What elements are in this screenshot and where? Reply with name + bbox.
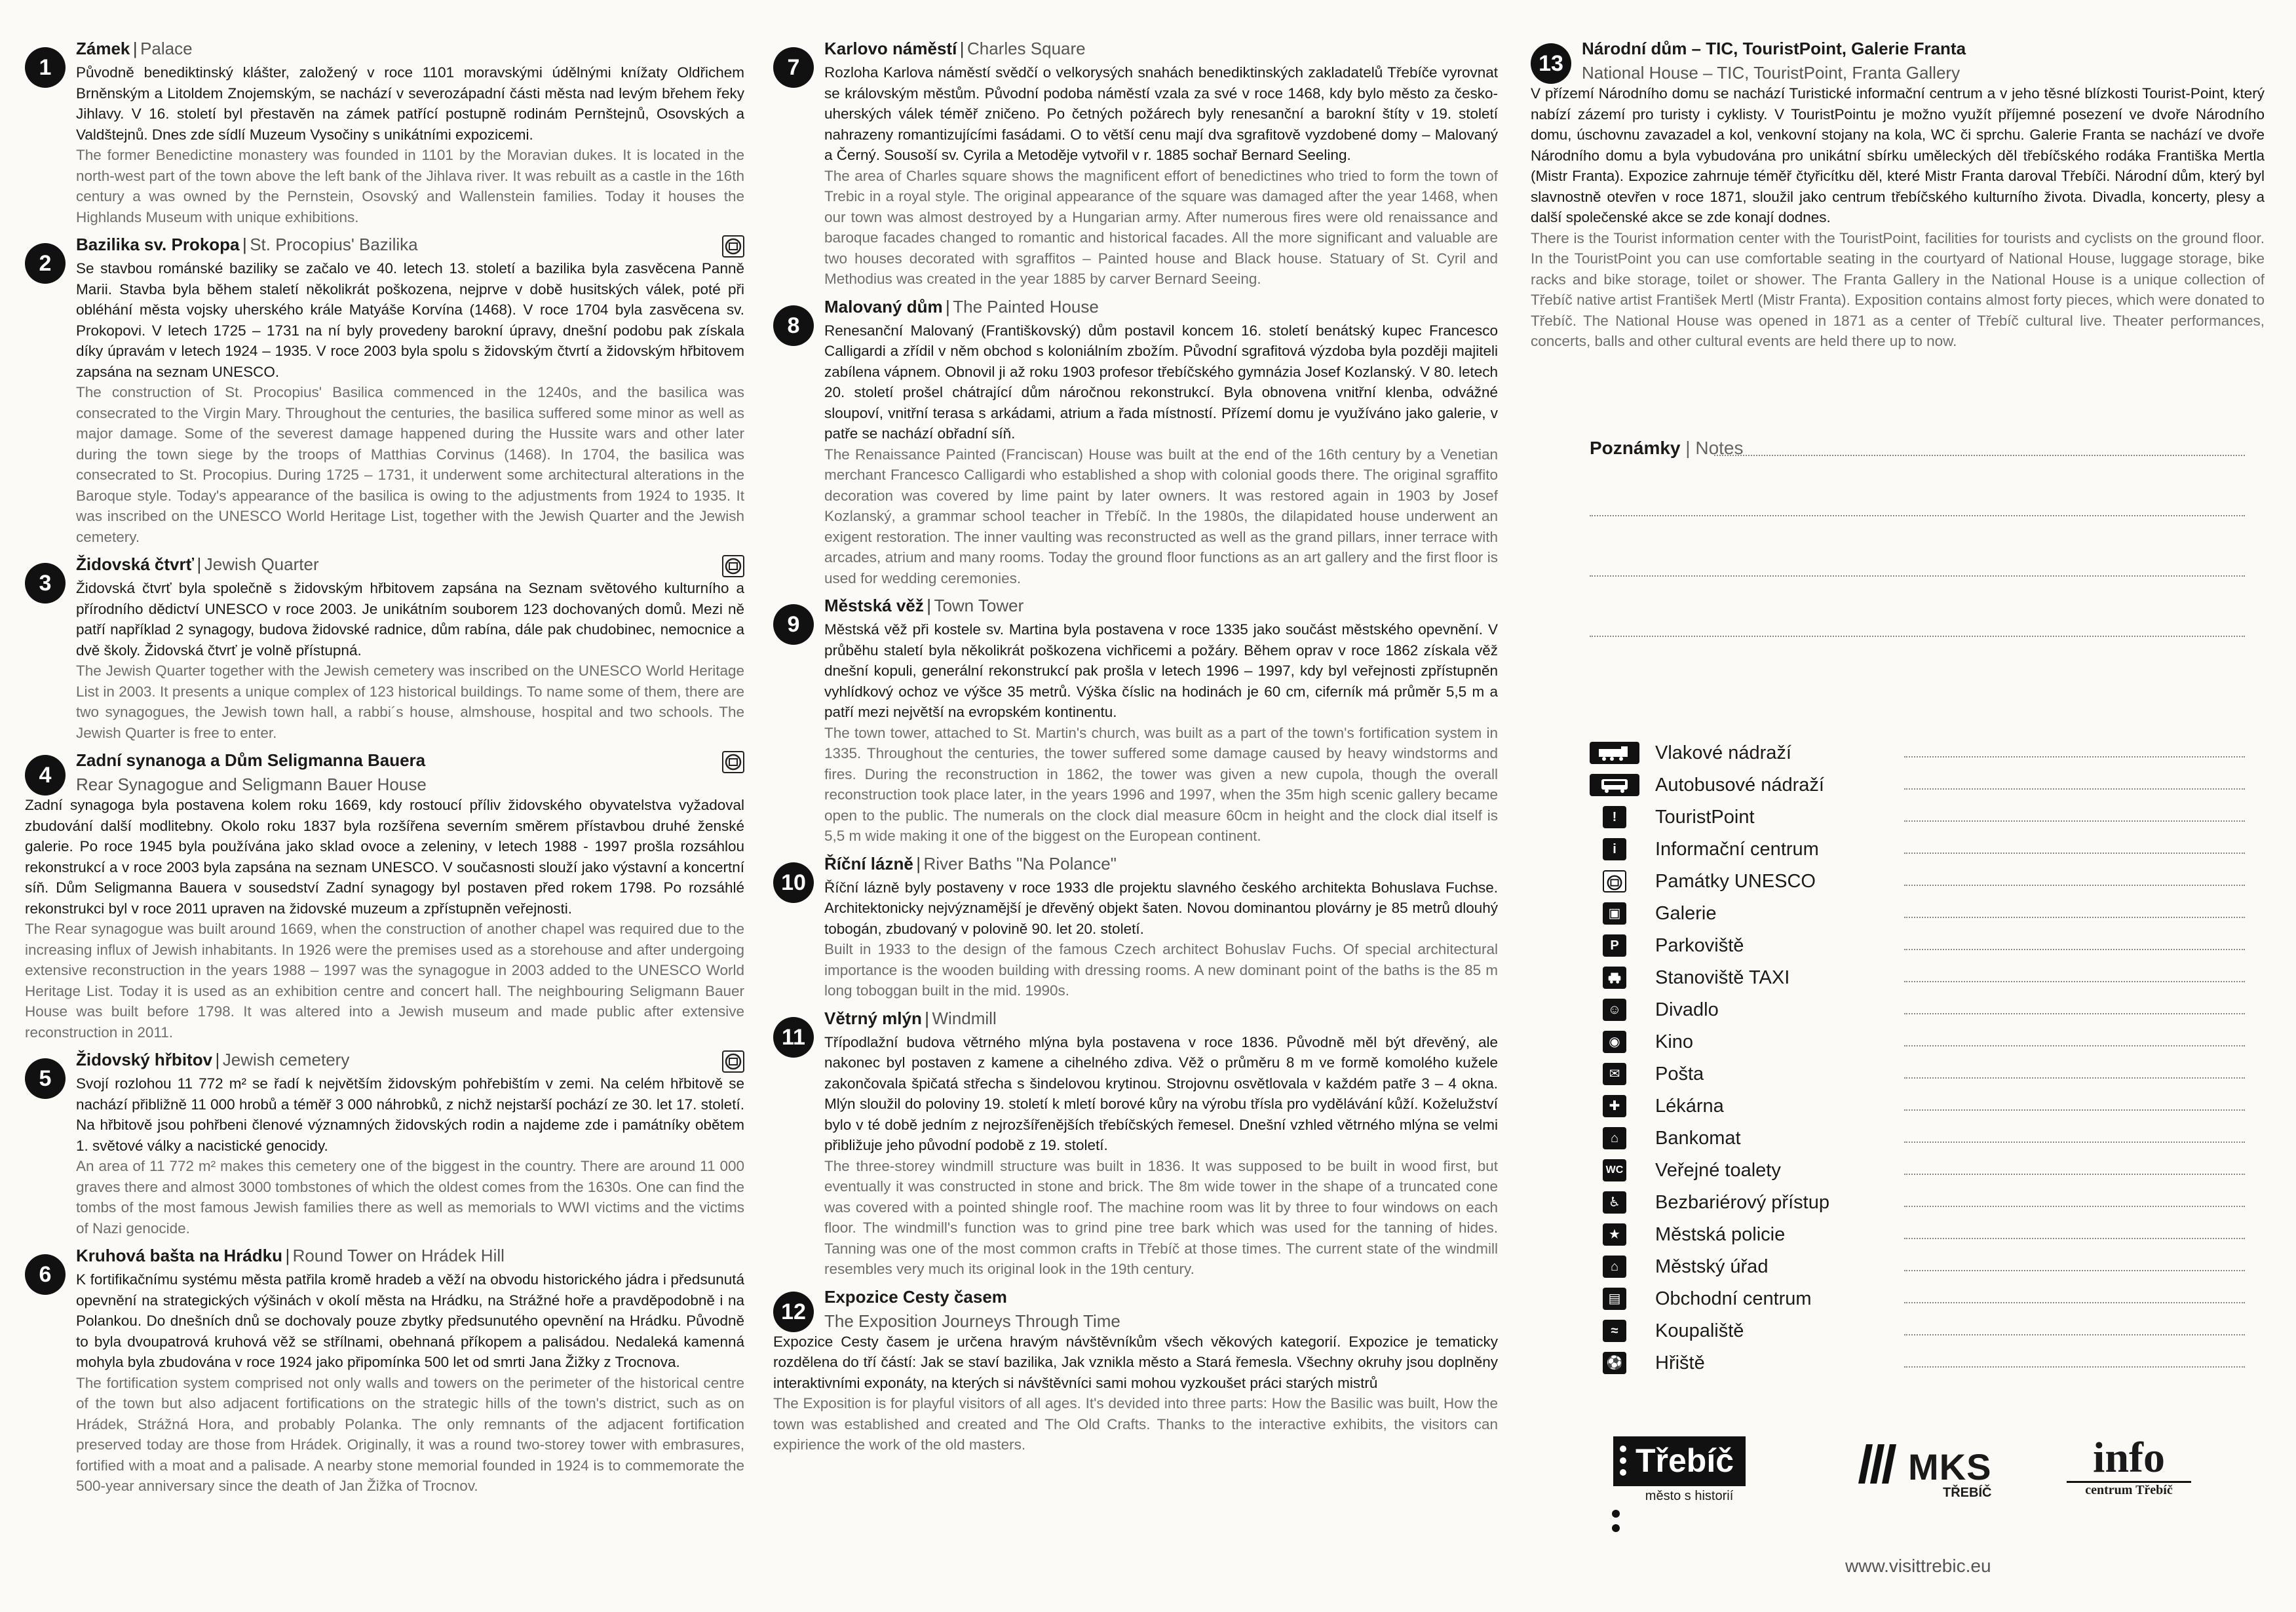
- entry-title: [25, 750, 744, 795]
- entry-11: [773, 1008, 1498, 1280]
- legend-item: [1590, 961, 2245, 993]
- legend-item: [1590, 737, 2245, 769]
- title-separator: |: [242, 235, 247, 254]
- legend-item: [1590, 1218, 2245, 1250]
- notes-line[interactable]: [1590, 456, 2245, 516]
- legend-dotted-line: [1904, 756, 2245, 758]
- info-logo-sub: centrum Třebíč: [2067, 1481, 2191, 1498]
- playground-icon: ⚽: [1603, 1352, 1626, 1374]
- column-right: [1531, 38, 2265, 358]
- entry-title: [76, 234, 744, 258]
- legend-dotted-line: [1904, 1142, 2245, 1143]
- map-legend: [1590, 737, 2245, 1379]
- gallery-icon: ▣: [1603, 902, 1626, 925]
- unesco-icon: [722, 1050, 744, 1073]
- legend-item: [1590, 1058, 2245, 1090]
- entry-title: [824, 595, 1498, 619]
- trebic-logo-box: [1613, 1436, 1746, 1486]
- text-en: The former Benedictine monastery was founded in 1101 by the Moravian dukes. It is located in the north-west part of the town above the left bank of the Jihlava river. It was rebuilt as a castle in the 16th century a was owned by the Pernstein, Osovský and Wallenstein families. Today it houses the Highlands Museum with unique exhibitions.: [76, 147, 744, 225]
- legend-label: Pošta: [1655, 1064, 1704, 1084]
- legend-item: [1590, 1154, 2245, 1186]
- legend-label: Městská policie: [1655, 1224, 1786, 1245]
- text-cz: Svojí rozlohou 11 772 m² se řadí k největším židovským pohřebištím v zemi. Na celém hřbitově se nachází přibližně 11 000 hrobů a téměř 3 000 náhrobků, z nichž nejstarší pochází ze 30. let 17. století. Na hřbitově jsou pohřbeni členové významných židovských rodin a najdeme zde i památníky obětem 1. světové války a nacistické genocidy.: [76, 1075, 744, 1154]
- entry-number: 9: [773, 604, 814, 645]
- text-cz: Zadní synagoga byla postavena kolem roku 1669, kdy rostoucí příliv židovského obyvatelstva vyžadoval zbudování další modlitebny. Okolo roku 1837 byla rozšířena severním směrem přístavbou druhé ženské galerie. Po roce 1945 byla používána jako sklad ovoce a zeleniny, v letech 1988 - 1997 prošla rozsáhlou rekonstrukcí a v roce 2003 byla zapsána na seznam UNESCO. V současnosti slouží jako výstavní a koncertní síň. Dům Seligmanna Bauera v sousedství Zadní synagogy byl postaven před rokem 1798. Po rozsáhlé rekonstrukci byl v roce 2011 upraven na židovské muzeum a zpřístupněn veřejnosti.: [25, 797, 744, 917]
- entry-1: [25, 38, 744, 227]
- entry-title: [824, 853, 1498, 877]
- title-en: The Exposition Journeys Through Time: [824, 1311, 1120, 1331]
- text-cz: Městská věž při kostele sv. Martina byla postavena v roce 1335 jako součást městského opevnění. V průběhu staletí byla několikrát poškozena vichřicemi a požáry. Během oprav v roce 1862 získala věž dnešní kopuli, generální rekonstrukcí pak prošla v letech 1996 – 1997, kdy byl veřejnosti zpřístupněn vyhlídkový ochoz ve výšce 35 metrů. Výška číslic na hodinách je 60 cm, ciferník má průměr 5,5 m a patří mezi největší na evropském kontinentu.: [824, 621, 1498, 720]
- legend-item: [1590, 769, 2245, 801]
- title-en: The Painted House: [953, 296, 1099, 317]
- title-en: River Baths "Na Polance": [923, 853, 1117, 873]
- title-cz: Bazilika sv. Prokopa: [76, 235, 240, 254]
- legend-dotted-line: [1904, 1366, 2245, 1368]
- title-separator: |: [1685, 438, 1691, 458]
- entry-12: [773, 1286, 1498, 1455]
- pharmacy-icon: ✚: [1603, 1095, 1626, 1117]
- title-cz: Židovská čtvrť: [76, 554, 195, 574]
- legend-item: [1590, 1282, 2245, 1315]
- title-separator: |: [132, 39, 138, 58]
- info-centrum-logo: [2067, 1435, 2191, 1498]
- text-cz: V přízemí Národního domu se nachází Turistické informační centrum a v jeho těsné blízkosti Tourist-Point, který nabízí zázemí pro turisty i cyklisty. V TouristPointu je možno využít příjemné posezení ve dvoře Národního domu, úschovnu zavazadel a kol, venkovní stojany na kola, WC či sprchu. Galerie Franta se nachází ve dvoře Národního domu a byla vybudována pro unikátní sbírku uměleckých děl třebíčského rodáka Františka Mertla (Mistr Franta). Expozice zahrnuje téměř čtyřicítku děl, které Mistr Franta daroval Třebíči. Národní dům, který byl slavnostně otevřen v roce 1871, sloužil jako centrum třebíčského kulturního života. Divadla, koncerty, plesy a další společenské akce se zde konají dodnes.: [1531, 85, 2265, 225]
- mks-logo: [1856, 1444, 1991, 1501]
- toilet-icon: WC: [1603, 1159, 1626, 1181]
- unesco-icon: [722, 751, 744, 773]
- entry-4: [25, 750, 744, 1043]
- legend-label: Lékárna: [1655, 1096, 1724, 1117]
- entry-7: [773, 38, 1498, 290]
- title-cz: Zadní synanoga a Dům Seligmanna Bauera: [76, 750, 426, 770]
- legend-label: Městský úřad: [1655, 1256, 1769, 1277]
- title-en: St. Procopius' Bazilika: [250, 235, 418, 254]
- legend-item: [1590, 801, 2245, 833]
- entry-8: [773, 296, 1498, 589]
- title-cz: Národní dům – TIC, TouristPoint, Galerie Franta: [1582, 39, 1966, 58]
- legend-item: [1590, 1250, 2245, 1282]
- title-separator: |: [946, 296, 950, 317]
- legend-label: Bankomat: [1655, 1128, 1741, 1149]
- legend-dotted-line: [1904, 885, 2245, 886]
- logo-dot: [1612, 1510, 1620, 1518]
- legend-label: Kino: [1655, 1031, 1694, 1052]
- entry-title: [76, 38, 744, 62]
- legend-dotted-line: [1904, 788, 2245, 790]
- unesco-icon: [1603, 870, 1626, 892]
- title-cz: Židovský hřbitov: [76, 1050, 213, 1069]
- logos: [1590, 1435, 2245, 1533]
- text-en: There is the Tourist information center with the TouristPoint, facilities for tourists and cyclists on the ground floor. In the TouristPoint you can use comfortable seating in the courtyard of National House, luggage storage, bike racks and bike storage, toilet or shower. The Franta Gallery in the National House is a unique collection of Třebíč native artist František Mertl (Mistr Franta). Exposition contains almost forty pieces, which were donated to Třebíč. The National House was opened in 1871 as a center of Třebíč cultural live. Theater performances, concerts, balls and other cultural events are held there up to now.: [1531, 229, 2265, 349]
- legend-item: [1590, 1026, 2245, 1058]
- entry-13: [1531, 38, 2265, 352]
- legend-dotted-line: [1904, 1045, 2245, 1046]
- text-en: The Rear synagogue was built around 1669, when the construction of another chapel was required due to the increasing influx of Jewish inhabitants. In 1926 were the premises used as a storehouse and after undergoing extensive reconstruction in the years 1988 – 1997 was the synagogue in 2003 added to the UNESCO World Heritage List. Today it is used as an exhibition centre and concert hall. The neighbouring Seligmann Bauer House was built before 1798. It was altered into a Jewish museum and made public after extensive reconstruction in 2011.: [25, 921, 744, 1041]
- title-cz: Karlovo náměstí: [824, 39, 957, 58]
- title-separator: |: [927, 596, 931, 615]
- website-link[interactable]: www.visittrebic.eu: [1845, 1556, 1991, 1576]
- text-en: The construction of St. Procopius' Basilica commenced in the 1240s, and the basilica was consecrated to the Virgin Mary. Throughout the centuries, the basilica suffered some minor as well as major damage. Some of the severest damage happened during the Hussite wars and other later during the town siege by the troops of Matthias Corvinus (1468). In 1704, the basilica was consecrated to St. Procopius. During 1725 – 1731, it underwent some architectural alterations in the Baroque style. Today's appearance of the basilica is owing to the adjustments from 1924 to 1935. It was inscribed on the UNESCO World Heritage List, together with the Jewish Quarter and the Jewish cemetery.: [76, 384, 744, 545]
- entry-number: 11: [773, 1017, 814, 1058]
- text-en: Built in 1933 to the design of the famous Czech architect Bohuslav Fuchs. Of special architectural importance is the wooden building with dressing rooms. A new dominant point of the baths is the 85 m long toboggan built in the mid. 1990s.: [824, 941, 1498, 999]
- atm-icon: ⌂: [1603, 1127, 1626, 1149]
- legend-dotted-line: [1904, 1206, 2245, 1207]
- mks-logo-text: MKS: [1908, 1446, 1992, 1487]
- entry-10: [773, 853, 1498, 1001]
- legend-item: [1590, 993, 2245, 1026]
- title-cz: Říční lázně: [824, 853, 913, 873]
- title-en: Charles Square: [966, 39, 1086, 58]
- legend-dotted-line: [1904, 981, 2245, 982]
- entry-title: [824, 1008, 1498, 1032]
- legend-dotted-line: [1904, 1270, 2245, 1271]
- title-cz: Kruhová bašta na Hrádku: [76, 1246, 282, 1265]
- legend-item: [1590, 865, 2245, 897]
- title-cz: Větrný mlýn: [824, 1008, 922, 1028]
- entry-title: [76, 1245, 744, 1269]
- legend-label: Galerie: [1655, 903, 1717, 924]
- text-cz: Expozice Cesty časem je určena hravým návštěvníkům všech věkových kategorií. Expozice je tematicky rozdělena do tří částí: Jak se staví bazilika, Jak vznikla město a Stará řemesla. Všechny okruhy jsou doplněny interaktivními exponáty, na kterých si návštěvníci sami mohou vyzkoušet práci starých mistrů: [773, 1333, 1498, 1391]
- text-en: An area of 11 772 m² makes this cemetery one of the biggest in the country. There are around 11 000 graves there and almost 3000 tombstones of which the oldest comes from the 1630s. One can find the tombs of the most famous Jewish families there as well as memorials to WWI victims and the victims of Nazi genocide.: [76, 1158, 744, 1237]
- column-left: [25, 38, 744, 1503]
- column-middle: [773, 38, 1498, 1462]
- unesco-icon: [722, 555, 744, 577]
- title-en: Round Tower on Hrádek Hill: [292, 1246, 505, 1265]
- legend-dotted-line: [1904, 1174, 2245, 1175]
- legend-label: Bezbariérový přístup: [1655, 1192, 1829, 1213]
- entry-3: [25, 554, 744, 743]
- taxi-icon: [1603, 967, 1626, 989]
- cinema-icon: ◉: [1603, 1031, 1626, 1053]
- title-cz: Malovaný dům: [824, 296, 943, 317]
- legend-item: [1590, 1122, 2245, 1154]
- legend-dotted-line: [1904, 853, 2245, 854]
- legend-label: Vlakové nádraží: [1655, 742, 1791, 763]
- text-en: The town tower, attached to St. Martin's church, was built as a part of the town's fortification system in 1335. Throughout the centuries, the tower suffered some damage caused by heavy windstorms and fires. During the reconstruction in 1862, the tower was given a new cupola, though the overall reconstruction took place later, in the years 1996 and 1997, when the 35m high scenic gallery became open to the public. The numerals on the clock dial measure 60cm in height and the clock dial itself is 5,5 m wide making it one of the biggest on the European continent.: [824, 724, 1498, 844]
- text-en: The Jewish Quarter together with the Jewish cemetery was inscribed on the UNESCO World Heritage List in 2003. It presents a unique complex of 123 historical buildings. To name some of them, there are two synagogues, the Jewish town hall, a rabbi´s house, almshouse, hospital and two schools. The Jewish Quarter is free to enter.: [76, 662, 744, 741]
- legend-label: Autobusové nádraží: [1655, 775, 1824, 796]
- legend-item: [1590, 929, 2245, 961]
- entry-number: 12: [773, 1292, 814, 1332]
- title-separator: |: [215, 1050, 220, 1069]
- text-en: The fortification system comprised not only walls and towers on the perimeter of the historical centre of the town but also adjacent fortifications on the strategic hills of the town's district, such as on Hrádek, Strážná Hora, and probably Polanka. The only remnants of the adjacent fortification preserved today are those from Hrádek. Originally, it was a round two-storey tower with embrasures, fortified with a moat and a palisade. A nearby stone memorial founded in 1924 is to commemorate the 500-year anniversary since the death of Jan Žižka of Trocnov.: [76, 1374, 744, 1494]
- post-icon: ✉: [1603, 1063, 1626, 1085]
- title-en: Jewish cemetery: [222, 1050, 350, 1069]
- notes-title-cz: Poznámky: [1590, 438, 1681, 458]
- trebic-logo: [1613, 1436, 1746, 1504]
- notes-title-en: Notes: [1695, 438, 1744, 458]
- entry-title: [1531, 38, 2265, 83]
- trebic-logo-text: Třebíč: [1636, 1442, 1734, 1479]
- text-cz: Rozloha Karlova náměstí svědčí o velkorysých snahách benediktinských zakladatelů Třebíče vyrovnat se královským městům. Původní podoba náměstí vzala za své v roce 1468, kdy bylo město za česko-uherských válek téměř zničeno. Po četných požárech byly renesanční a barokní štíty v 19. století nahrazeny romantizujícími fasádami. O to větší cenu mají dva sgrafitově vyzdobené domy – Malovaný a Černý. Sousoší sv. Cyrila a Metoděje vytvořil v r. 1885 sochař Bernard Seeling.: [824, 64, 1498, 163]
- info-icon: i: [1603, 838, 1626, 860]
- legend-dotted-line: [1904, 1077, 2245, 1079]
- title-cz: Zámek: [76, 39, 130, 58]
- logo-dot: [1612, 1524, 1620, 1532]
- text-en: The Renaissance Painted (Franciscan) House was built at the end of the 16th century by a Venetian merchant Francesco Calligardi who established a shop with colonial goods there. The original sgraffito decoration was covered by lime paint by later owners. It was restored again in 1903 by Josef Kozlanský, a grammar school teacher in Třebíč. In the 1980s, the dilapidated house underwent an exigent restoration. The inner vaulting was reconstructed as well as the grand pillars, inner terrace with arcades, atrium and many rooms. Today the ground floor functions as an art gallery and the first floor is used for wedding ceremonies.: [824, 446, 1498, 586]
- text-en: The area of Charles square shows the magnificent effort of benedictines who tried to form the town of Trebic in a royal style. The original appearance of the square was damaged after the year 1468, when our town was almost destroyed by a Hungarian army. After numerous fires were old renaissance and baroque facades changed to romantic and historical facades. All the more significant and valuable are two houses decorated with sgraffitos – Painted house and Black house. Statuary of St. Cyril and Methodius was created in the year 1885 by carver Bernard Seeing.: [824, 167, 1498, 287]
- legend-dotted-line: [1904, 1302, 2245, 1303]
- text-cz: Renesanční Malovaný (Františkovský) dům postavil koncem 16. století benátský kupec Francesco Calligardi a zřídil v něm obchod s koloniálním zbožím. Původní sgrafitová výzdoba byla později majiteli zabílena vápnem. Obnovil ji až roku 1903 profesor třebíčského gymnázia Josef Kozlanský. V 80. letech 20. století prošel chátrající dům náročnou rekonstrukcí. Byla obnovena vnitřní klenba, odvážné sloupoví, vnitřní terasa s arkádami, atrium a řada místností. Přízemí domu je využíváno jako galerie, v patře se nachází obřadní síň.: [824, 322, 1498, 442]
- notes-line[interactable]: [1590, 577, 2245, 637]
- legend-label: Veřejné toalety: [1655, 1160, 1781, 1181]
- title-en: National House – TIC, TouristPoint, Franta Gallery: [1582, 63, 1961, 83]
- entry-number: 10: [773, 862, 814, 903]
- title-separator: |: [916, 853, 921, 873]
- legend-dotted-line: [1904, 1238, 2245, 1239]
- text-cz: Třípodlažní budova větrného mlýna byla postavena v roce 1836. Původně měl být dřevěný, ale nakonec byl postaven z kamene a cihelného zdiva. Věž o průměru 8 m ve formě komolého kužele zakončovala špičatá střecha s šindelovou krytinou. Strojovnu osvětlovala v každém patře 3 – 4 okna. Mlýn sloužil do poloviny 19. století k mletí borové kůry na výrobu třísla pro vydělávání kůží. Koželužství bylo v té době jedním z nejrozšířenějších třebíčských řemesel. Dnešní vzhled větrného mlýna se velmi přibližuje jeho původní podobě z 19. století.: [824, 1033, 1498, 1153]
- logo-dot: [1620, 1457, 1626, 1464]
- legend-dotted-line: [1904, 820, 2245, 822]
- notes-line[interactable]: [1714, 451, 2245, 456]
- title-cz: Expozice Cesty časem: [824, 1286, 1007, 1307]
- entry-title: [773, 1286, 1498, 1332]
- unesco-icon: [722, 235, 744, 258]
- legend-item: [1590, 1090, 2245, 1122]
- title-en: Town Tower: [934, 596, 1024, 615]
- wheelchair-icon: ♿: [1603, 1191, 1626, 1214]
- legend-label: Informační centrum: [1655, 839, 1819, 860]
- entry-number: 2: [25, 243, 66, 284]
- title-cz: Městská věž: [824, 596, 924, 615]
- entry-number: 5: [25, 1058, 66, 1099]
- legend-label: Hřiště: [1655, 1353, 1705, 1373]
- title-en: Palace: [140, 39, 193, 58]
- title-separator: |: [959, 39, 965, 58]
- text-cz: Původně benediktinský klášter, založený v roce 1101 moravskými údělnými knížaty Oldřichem Brněnským a Litoldem Znojemským, se nachází v severozápadní části města nad levým břehem řeky Jihlavy. V 16. století byl přestavěn na zámek patřící postupně rodinám Pernštejnů, Osovských a Valdštejnů. Dnes zde sídlí Muzeum Vysočiny s unikátními expozicemi.: [76, 64, 744, 143]
- text-cz: Říční lázně byly postaveny v roce 1933 dle projektu slavného českého architekta Bohuslava Fuchse. Architektonicky nejvýznamější je dřevěný objekt šaten. Novou dominantou plovárny je 85 metrů dlouhý tobogán, zbudovaný v polovině 90. let 20. století.: [824, 879, 1498, 937]
- entry-title: [76, 1049, 744, 1073]
- legend-dotted-line: [1904, 1334, 2245, 1335]
- trebic-logo-tagline: město s historií: [1645, 1489, 1734, 1503]
- parking-icon: P: [1603, 934, 1626, 957]
- legend-dotted-line: [1904, 1109, 2245, 1111]
- mks-stripes-icon: [1856, 1444, 1902, 1487]
- theatre-icon: ☺: [1603, 999, 1626, 1021]
- legend-item: [1590, 833, 2245, 865]
- entry-number: 1: [25, 47, 66, 88]
- entry-title: [824, 38, 1498, 62]
- notes-section: [1590, 438, 2245, 637]
- title-separator: |: [197, 554, 202, 574]
- logo-dot: [1620, 1446, 1626, 1452]
- mks-logo-sub: TŘEBÍČ: [1943, 1486, 1992, 1500]
- text-en: The Exposition is for playful visitors of all ages. It's devided into three parts: How the Basilic was built, How the town was established and created and The Old Crafts. Thanks to the interactive exhibits, the visitors can expirience the work of the old masters.: [773, 1395, 1498, 1453]
- title-en: Rear Synagogue and Seligmann Bauer House: [76, 775, 427, 794]
- entry-number: 4: [25, 755, 66, 796]
- title-en: Jewish Quarter: [204, 554, 319, 574]
- title-separator: |: [285, 1246, 290, 1265]
- entry-number: 13: [1531, 43, 1571, 84]
- entry-6: [25, 1245, 744, 1497]
- notes-line[interactable]: [1590, 516, 2245, 577]
- legend-label: Parkoviště: [1655, 935, 1744, 956]
- shopping-icon: ▤: [1603, 1288, 1626, 1310]
- bus-icon: [1590, 774, 1639, 796]
- text-cz: Židovská čtvrť byla společně s židovským hřbitovem zapsána na Seznam světového kulturního a přírodního dědictví UNESCO v roce 2003. Je unikátním souborem 123 dochovaných domů. Mezi ně patří například 2 synagogy, budova židovské radnice, dům rabína, dále pak chudobinec, nemocnice a dvě školy. Židovská čtvrť je volně přístupná.: [76, 580, 744, 659]
- text-en: The three-storey windmill structure was built in 1836. It was supposed to be built in wood first, but eventually it was constructed in stone and brick. The 8m wide tower in the shape of a truncated cone was covered with a pointed shingle roof. The machine room was lit by three to four windows on each floor. The windmill's function was to grind pine tree bark which was used for the tanning of hides. Tanning was one of the most common crafts in Třebíč at those times. The current state of the windmill resembles very much its original look in the 19th century.: [824, 1157, 1498, 1277]
- entry-number: 8: [773, 305, 814, 346]
- train-icon: [1590, 742, 1639, 764]
- entry-number: 6: [25, 1254, 66, 1295]
- entry-title: [824, 296, 1498, 320]
- legend-item: [1590, 897, 2245, 929]
- legend-item: [1590, 1347, 2245, 1379]
- text-cz: K fortifikačnímu systému města patřila kromě hradeb a věží na obvodu historického jádra i předsunutá opevnění na strategických výšinách v okolí města na Hrádku, na Strážné hoře a pravděpodobně i na Polankou. Do dnešních dnů se dochovaly pouze zbytky předsunutého opevnění na Hrádku. Původně to byla dvoupatrová kruhová věž se střílnami, obehnaná příkopem a palisádou. Nedaleká kamenná mohyla byla zbudována v roce 1924 jako připomínka 500 let od smrti Jana Žižky z Trocnova.: [76, 1271, 744, 1370]
- legend-item: [1590, 1315, 2245, 1347]
- entry-number: 7: [773, 47, 814, 88]
- legend-label: Divadlo: [1655, 999, 1719, 1020]
- entry-5: [25, 1049, 744, 1238]
- legend-item: [1590, 1186, 2245, 1218]
- legend-label: TouristPoint: [1655, 807, 1755, 828]
- entry-number: 3: [25, 563, 66, 604]
- legend-label: Stanoviště TAXI: [1655, 967, 1790, 988]
- legend-dotted-line: [1904, 917, 2245, 918]
- info-logo-text: info: [2092, 1434, 2166, 1482]
- entry-2: [25, 234, 744, 547]
- legend-dotted-line: [1904, 1013, 2245, 1014]
- swimming-icon: ≈: [1603, 1320, 1626, 1342]
- townhall-icon: ⌂: [1603, 1256, 1626, 1278]
- title-separator: |: [925, 1008, 930, 1028]
- police-icon: ★: [1603, 1223, 1626, 1246]
- legend-label: Památky UNESCO: [1655, 871, 1816, 892]
- entry-9: [773, 595, 1498, 847]
- text-cz: Se stavbou románské baziliky se začalo ve 40. letech 13. století a bazilika byla zasvěcena Panně Marii. Stavba byla během staletí několikrát poškozena, nejprve v době husitských válek, poté při obléhání města vojsky uherského krále Matyáše Korvína (1468). V roce 1704 byla zasvěcena sv. Prokopovi. V letech 1725 – 1731 na ní byly provedeny barokní úpravy, dnešní podobu pak získala díky úpravám v letech 1924 – 1935. V roce 2003 byla spolu s židovským čtvrtí a židovským hřbitovem zapsána na seznam UNESCO.: [76, 260, 744, 380]
- legend-label: Koupaliště: [1655, 1320, 1744, 1341]
- title-en: Windmill: [932, 1008, 997, 1028]
- touristpoint-icon: !: [1603, 806, 1626, 828]
- logo-dot: [1620, 1469, 1626, 1476]
- entry-title: [76, 554, 744, 578]
- legend-dotted-line: [1904, 949, 2245, 950]
- legend-label: Obchodní centrum: [1655, 1288, 1812, 1309]
